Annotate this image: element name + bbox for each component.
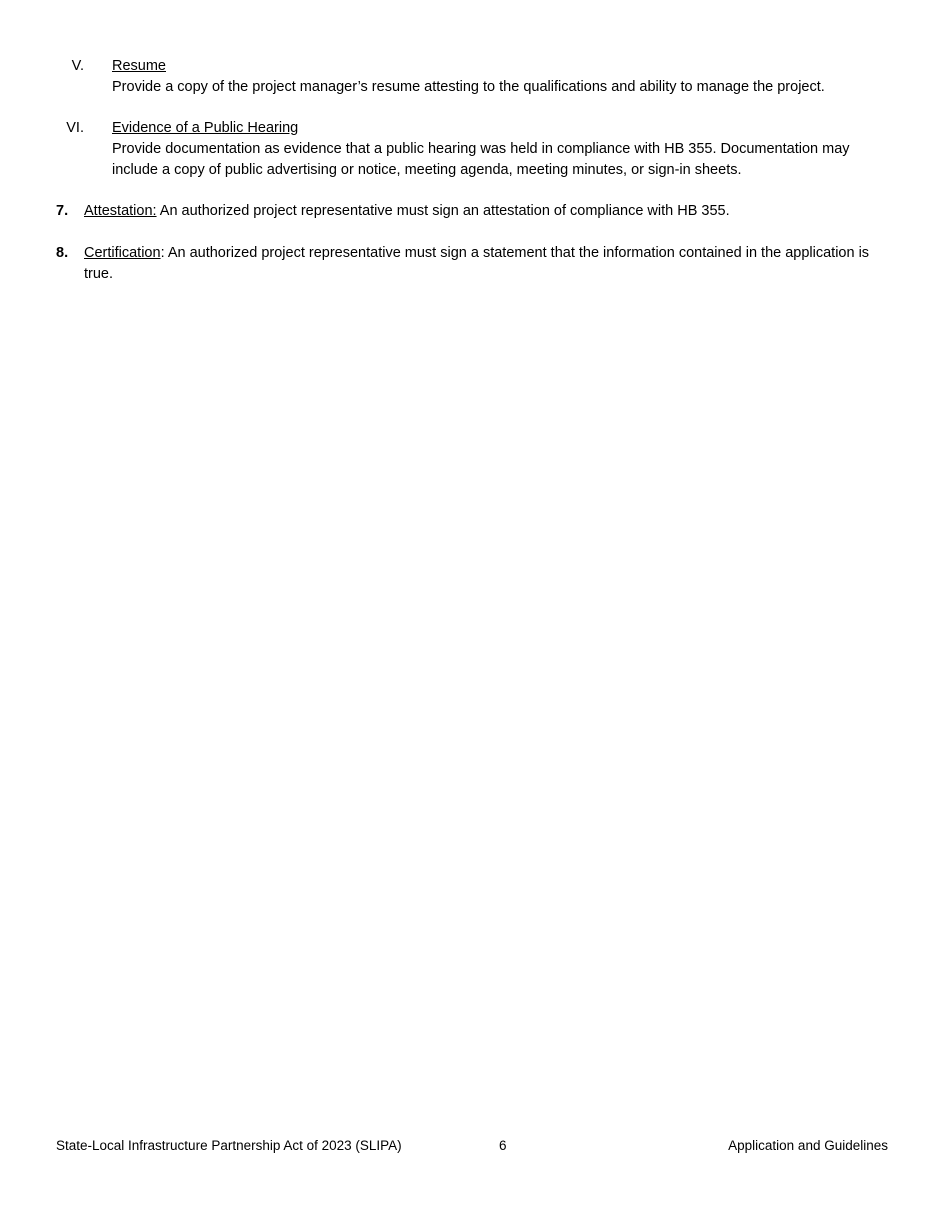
item-7-body [84, 201, 896, 222]
item-8-number: 8. [56, 245, 69, 261]
item-8-text: : An authorized project representative must sign a statement that the information contained in the application is true. [84, 245, 870, 282]
item-7-term: Attestation: [84, 203, 157, 219]
item-7-number: 7. [56, 203, 69, 219]
footer-section-name: Application and Guidelines [728, 1138, 888, 1153]
item-7-text: An authorized project representative must sign an attestation of compliance with HB 355. [156, 203, 730, 219]
section-vi-body [112, 118, 896, 181]
section-vi-text: Provide documentation as evidence that a public hearing was held in compliance with HB 355. Documentation may include a copy of public advertising or notice, meeting agenda, meeting minutes, or sign-in sheets. [112, 141, 850, 178]
item-8-term: Certification [84, 245, 161, 261]
footer-document-title: State-Local Infrastructure Partnership Act of 2023 (SLIPA) [56, 1138, 402, 1153]
item-8-body [84, 243, 896, 285]
section-v-text: Provide a copy of the project manager’s resume attesting to the qualifications and ability to manage the project. [112, 79, 825, 95]
section-vi-numeral: VI. [66, 120, 84, 136]
section-v-body [112, 56, 896, 98]
section-v-numeral: V. [71, 58, 84, 74]
footer-page-number: 6 [499, 1138, 507, 1153]
page-footer [56, 1135, 888, 1156]
section-vi-title: Evidence of a Public Hearing [112, 120, 299, 136]
section-v-title: Resume [112, 58, 166, 74]
